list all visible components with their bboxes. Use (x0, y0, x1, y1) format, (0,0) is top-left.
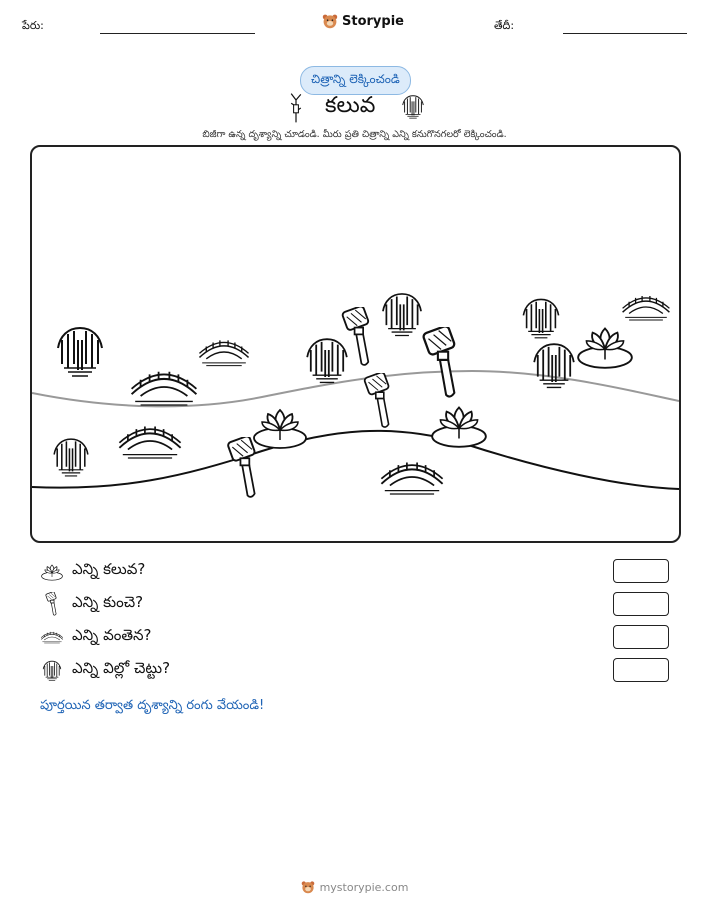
bridge-1 (132, 372, 197, 405)
willow-tree-icon (40, 658, 64, 682)
brush-4 (227, 435, 255, 496)
reed-icon (288, 92, 304, 124)
lotus-icon (40, 559, 64, 583)
instructions: బిజీగా ఉన్న దృశ్యాన్ని చూడండి. మీరు ప్రతి చిత్రాన్ని ఎన్ని కనుగొనగలరో లెక్కించండి. (202, 129, 507, 140)
question-lotus (40, 559, 145, 583)
lotus-1 (254, 410, 306, 448)
brush-2 (422, 325, 455, 396)
page-title: కలువ (325, 93, 376, 118)
far-bank-line (32, 371, 679, 406)
scene-frame (30, 145, 681, 543)
footer-url[interactable]: mystorypie.com (319, 880, 409, 894)
brand-logo (322, 13, 404, 29)
willow-tree-icon (399, 92, 427, 120)
brush-3 (364, 372, 390, 428)
answer-box-willow[interactable] (613, 658, 669, 682)
answer-box-lotus[interactable] (613, 559, 669, 583)
willow-tree-5 (523, 299, 558, 337)
footer (0, 880, 709, 894)
question-brush (40, 592, 143, 616)
question-brush-text: ఎన్ని కుంచె? (72, 593, 144, 611)
answer-box-bridge[interactable] (613, 625, 669, 649)
willow-tree-6 (534, 344, 574, 387)
willow-tree-2 (54, 439, 88, 476)
question-willow-text: ఎన్ని విల్లో చెట్టు? (72, 659, 171, 677)
question-lotus-text: ఎన్ని కలువ? (72, 560, 146, 578)
bridge-5 (623, 296, 670, 320)
date-label: తేదీ: (494, 19, 515, 32)
bridge-4 (381, 463, 442, 494)
answer-box-brush[interactable] (613, 592, 669, 616)
bridge-icon (40, 625, 64, 649)
busy-scene (32, 147, 679, 541)
lotus-3 (578, 329, 632, 368)
bridge-3 (119, 427, 180, 458)
brush-icon (40, 592, 64, 616)
willow-tree-3 (307, 339, 347, 382)
question-bridge-text: ఎన్ని వంతెన? (72, 626, 152, 644)
bear-logo-icon (322, 13, 338, 29)
question-willow (40, 658, 170, 682)
closing-instruction: పూర్తయిన తర్వాత దృశ్యాన్ని రంగు వేయండి! (40, 698, 265, 713)
lotus-2 (432, 408, 486, 447)
date-line[interactable] (563, 33, 687, 34)
activity-badge: చిత్రాన్ని లెక్కించండి (300, 66, 411, 95)
name-line[interactable] (100, 33, 255, 34)
willow-tree-1 (58, 328, 102, 376)
name-label: పేరు: (22, 19, 44, 32)
question-bridge (40, 625, 152, 649)
willow-tree-4 (383, 294, 421, 336)
bridge-2 (199, 340, 248, 365)
brand-name: Storypie (342, 13, 404, 29)
bear-logo-icon (301, 880, 315, 894)
